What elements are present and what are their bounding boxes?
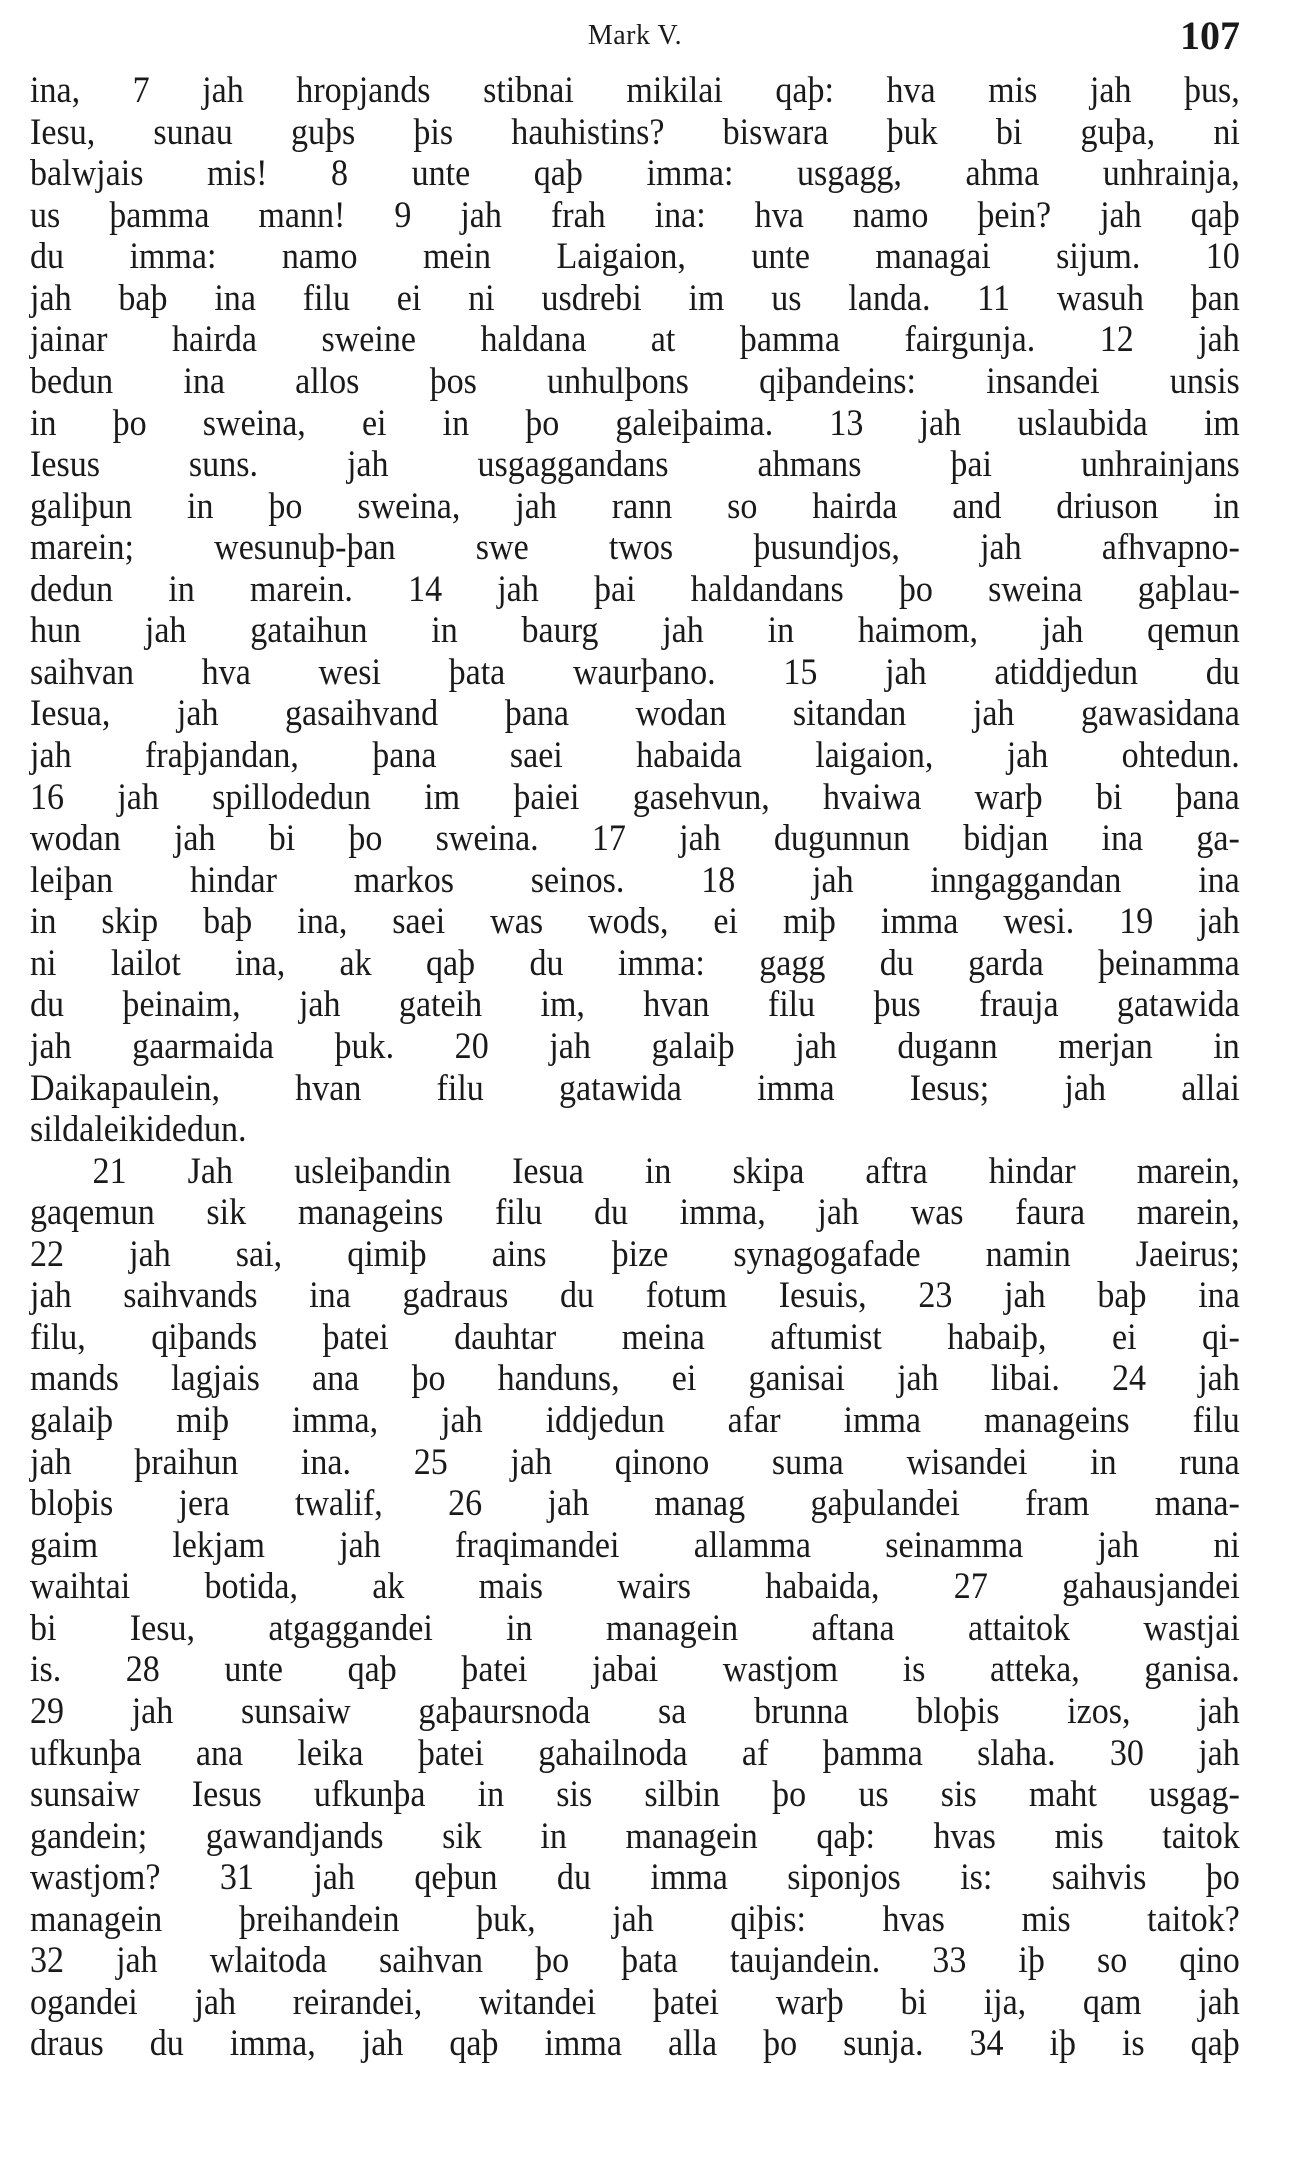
text-line: 16 jah spillodedun im þaiei gasehvun, hvaiwa warþ bi þana — [30, 776, 1240, 818]
text-line: Iesus suns. jah usgaggandans ahmans þai unhrainjans — [30, 444, 1240, 486]
text-line: is. 28 unte qaþ þatei jabai wastjom is atteka, ganisa. — [30, 1649, 1240, 1691]
text-line: Iesua, jah gasaihvand þana wodan sitandan jah gawasidana — [30, 693, 1240, 735]
text-line: managein þreihandein þuk, jah qiþis: hvas mis taitok? — [30, 1898, 1240, 1940]
text-line: in þo sweina, ei in þo galeiþaima. 13 jah uslaubida im — [30, 402, 1240, 444]
text-line: dedun in marein. 14 jah þai haldandans þo sweina gaþlau- — [30, 568, 1240, 610]
text-line: gaim lekjam jah fraqimandei allamma seinamma jah ni — [30, 1524, 1240, 1566]
page-number: 107 — [1180, 13, 1240, 58]
text-line: jah gaarmaida þuk. 20 jah galaiþ jah dugann merjan in — [30, 1025, 1240, 1067]
text-line: du þeinaim, jah gateih im, hvan filu þus frauja gatawida — [30, 984, 1240, 1026]
text-line: gaqemun sik manageins filu du imma, jah was faura marein, — [30, 1192, 1240, 1234]
text-line: du imma: namo mein Laigaion, unte managai sijum. 10 — [30, 236, 1240, 278]
text-line: 29 jah sunsaiw gaþaursnoda sa brunna bloþis izos, jah — [30, 1690, 1240, 1732]
text-line: bi Iesu, atgaggandei in managein aftana attaitok wastjai — [30, 1607, 1240, 1649]
text-line: us þamma mann! 9 jah frah ina: hva namo þein? jah qaþ — [30, 194, 1240, 236]
text-line: wodan jah bi þo sweina. 17 jah dugunnun bidjan ina ga- — [30, 818, 1240, 860]
text-line: ufkunþa ana leika þatei gahailnoda af þamma slaha. 30 jah — [30, 1732, 1240, 1774]
body-text — [30, 70, 1240, 2065]
text-line: mands lagjais ana þo handuns, ei ganisai jah libai. 24 jah — [30, 1358, 1240, 1400]
text-line: galiþun in þo sweina, jah rann so hairda and driuson in — [30, 485, 1240, 527]
text-line: ogandei jah reirandei, witandei þatei warþ bi ija, qam jah — [30, 1981, 1240, 2023]
text-line: waihtai botida, ak mais wairs habaida, 27 gahausjandei — [30, 1566, 1240, 1608]
text-line: gandein; gawandjands sik in managein qaþ: hvas mis taitok — [30, 1815, 1240, 1857]
text-line: jainar hairda sweine haldana at þamma fairgunja. 12 jah — [30, 319, 1240, 361]
text-line: ni lailot ina, ak qaþ du imma: gagg du garda þeinamma — [30, 942, 1240, 984]
text-line: Daikapaulein, hvan filu gatawida imma Iesus; jah allai — [30, 1067, 1240, 1109]
text-line: bloþis jera twalif, 26 jah manag gaþulandei fram mana- — [30, 1483, 1240, 1525]
text-line: draus du imma, jah qaþ imma alla þo sunja. 34 iþ is qaþ — [30, 2023, 1240, 2065]
text-line: sunsaiw Iesus ufkunþa in sis silbin þo us sis maht usgag- — [30, 1774, 1240, 1816]
text-line: wastjom? 31 jah qeþun du imma siponjos is: saihvis þo — [30, 1857, 1240, 1899]
text-line: galaiþ miþ imma, jah iddjedun afar imma manageins filu — [30, 1400, 1240, 1441]
text-line: balwjais mis! 8 unte qaþ imma: usgagg, ahma unhrainja, — [30, 153, 1240, 195]
text-line: in skip baþ ina, saei was wods, ei miþ imma wesi. 19 jah — [30, 901, 1240, 943]
text-line: 22 jah sai, qimiþ ains þize synagogafade namin Jaeirus; — [30, 1233, 1240, 1275]
text-line: jah baþ ina filu ei ni usdrebi im us landa. 11 wasuh þan — [30, 277, 1240, 319]
text-line: sildaleikidedun. — [30, 1109, 247, 1151]
text-line: 21 Jah usleiþandin Iesua in skipa aftra hindar marein, — [92, 1150, 1240, 1192]
text-line: leiþan hindar markos seinos. 18 jah inngaggandan ina — [30, 859, 1240, 901]
text-line: Iesu, sunau guþs þis hauhistins? biswara þuk bi guþa, ni — [30, 111, 1240, 153]
text-line: jah fraþjandan, þana saei habaida laigaion, jah ohtedun. — [30, 735, 1240, 776]
text-line: jah þraihun ina. 25 jah qinono suma wisandei in runa — [30, 1441, 1240, 1483]
text-line: saihvan hva wesi þata waurþano. 15 jah atiddjedun du — [30, 651, 1240, 693]
text-line: hun jah gataihun in baurg jah in haimom, jah qemun — [30, 610, 1240, 652]
text-line: bedun ina allos þos unhulþons qiþandeins: insandei unsis — [30, 360, 1240, 402]
text-line: 32 jah wlaitoda saihvan þo þata taujandein. 33 iþ so qino — [30, 1940, 1240, 1982]
text-line: ina, 7 jah hropjands stibnai mikilai qaþ: hva mis jah þus, — [30, 70, 1240, 111]
running-head — [30, 12, 1240, 62]
text-line: jah saihvands ina gadraus du fotum Iesuis, 23 jah baþ ina — [30, 1275, 1240, 1317]
running-title: Mark V. — [587, 20, 683, 51]
text-line: filu, qiþands þatei dauhtar meina aftumist habaiþ, ei qi- — [30, 1316, 1240, 1358]
text-line: marein; wesunuþ-þan swe twos þusundjos, jah afhvapno- — [30, 527, 1240, 569]
